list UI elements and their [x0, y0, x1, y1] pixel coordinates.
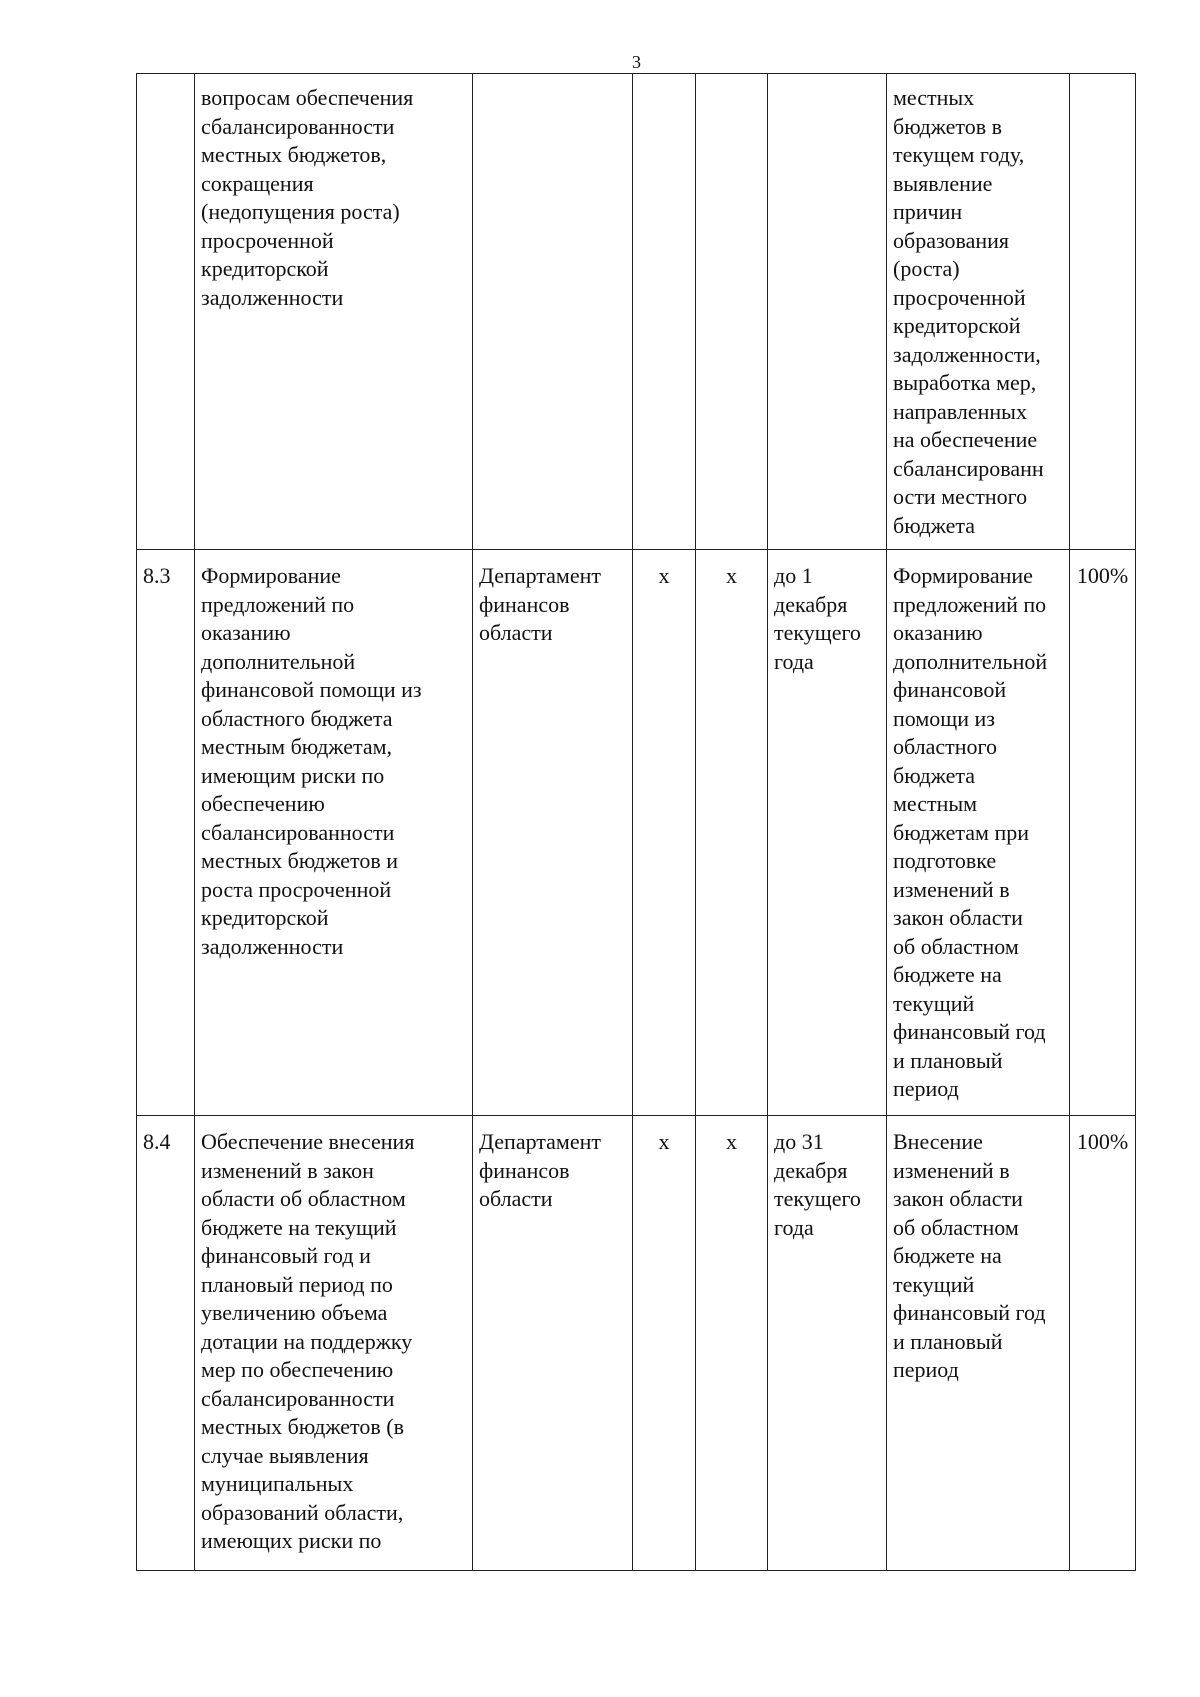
executor-cell: Департамент финансов области	[473, 550, 633, 1116]
mark-cell: x	[696, 1116, 768, 1571]
table-row	[137, 550, 1136, 1116]
mark-cell	[696, 74, 768, 550]
result-cell: Формирование предложений по оказанию дополнительной финансовой помощи из областного бюджета местным бюджетам при подготовке изменений в закон области об областном бюджете на текущий финансовый год и плановый период	[887, 550, 1070, 1116]
deadline-cell: до 1 декабря текущего года	[768, 550, 887, 1116]
percent-cell: 100%	[1070, 550, 1136, 1116]
table-row	[137, 74, 1136, 550]
row-number-cell: 8.3	[137, 550, 195, 1116]
measure-cell: вопросам обеспечения сбалансированности местных бюджетов, сокращения (недопущения роста) просроченной кредиторской задолженности	[195, 74, 473, 550]
deadline-cell	[768, 74, 887, 550]
percent-cell	[1070, 74, 1136, 550]
mark-cell: x	[696, 550, 768, 1116]
deadline-cell: до 31 декабря текущего года	[768, 1116, 887, 1571]
executor-cell: Департамент финансов области	[473, 1116, 633, 1571]
measure-cell: Формирование предложений по оказанию дополнительной финансовой помощи из областного бюджета местным бюджетам, имеющим риски по обеспечению сбалансированности местных бюджетов и роста просроченной кредиторской задолженности	[195, 550, 473, 1116]
result-cell: местных бюджетов в текущем году, выявление причин образования (роста) просроченной кредиторской задолженности, выработка мер, направленных на обеспечение сбалансированн ости местного бюджета	[887, 74, 1070, 550]
executor-cell	[473, 74, 633, 550]
mark-cell: x	[633, 550, 696, 1116]
mark-cell: x	[633, 1116, 696, 1571]
percent-cell: 100%	[1070, 1116, 1136, 1571]
table-row	[137, 1116, 1136, 1571]
result-cell: Внесение изменений в закон области об областном бюджете на текущий финансовый год и плановый период	[887, 1116, 1070, 1571]
page-number: 3	[632, 52, 641, 72]
measures-table	[136, 73, 1136, 1571]
mark-cell	[633, 74, 696, 550]
row-number-cell	[137, 74, 195, 550]
row-number-cell: 8.4	[137, 1116, 195, 1571]
measure-cell: Обеспечение внесения изменений в закон области об областном бюджете на текущий финансовый год и плановый период по увеличению объема дотации на поддержку мер по обеспечению сбалансированности местных бюджетов (в случае выявления муниципальных образований области, имеющих риски по	[195, 1116, 473, 1571]
